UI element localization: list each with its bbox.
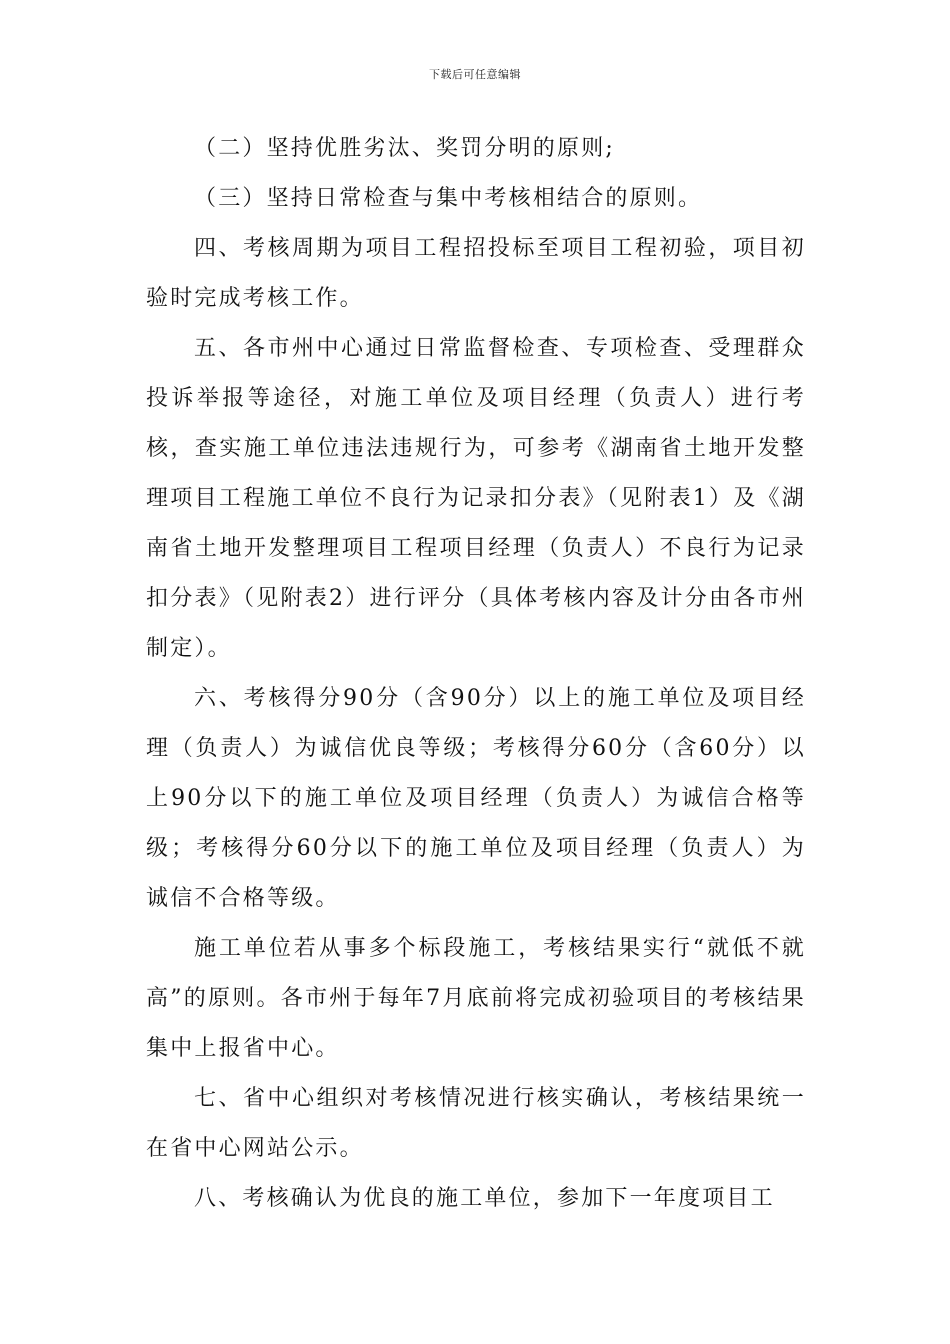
document-body: [146, 124, 806, 1224]
paragraph-section-4: 四、考核周期为项目工程招投标至项目工程初验，项目初验时完成考核工作。: [146, 236, 806, 311]
paragraph-section-8: 八、考核确认为优良的施工单位，参加下一年度项目工: [194, 1186, 775, 1211]
paragraph-section-7: 七、省中心组织对考核情况进行核实确认，考核结果统一在省中心网站公示。: [146, 1086, 806, 1161]
paragraph-multi-section-rule: 施工单位若从事多个标段施工，考核结果实行“就低不就高”的原则。各市州于每年7月底前将完成初验项目的考核结果集中上报省中心。: [146, 936, 806, 1061]
paragraph-principle-3: （三）坚持日常检查与集中考核相结合的原则。: [194, 186, 703, 211]
paragraph-section-5: 五、各市州中心通过日常监督检查、专项检查、受理群众投诉举报等途径，对施工单位及项目经理（负责人）进行考核，查实施工单位违法违规行为，可参考《湖南省土地开发整理项目工程施工单位不良行为记录扣分表》（见附表1）及《湖南省土地开发整理项目工程项目经理（负责人）不良行为记录扣分表》（见附表2）进行评分（具体考核内容及计分由各市州制定）。: [146, 336, 806, 661]
page-header-note: 下载后可任意编辑: [429, 68, 521, 81]
paragraph-principle-2: （二）坚持优胜劣汰、奖罚分明的原则;: [194, 136, 616, 161]
paragraph-section-6: 六、考核得分90分（含90分）以上的施工单位及项目经理（负责人）为诚信优良等级；考核得分60分（含60分）以上90分以下的施工单位及项目经理（负责人）为诚信合格等级；考核得分60分以下的施工单位及项目经理（负责人）为诚信不合格等级。: [146, 686, 806, 911]
